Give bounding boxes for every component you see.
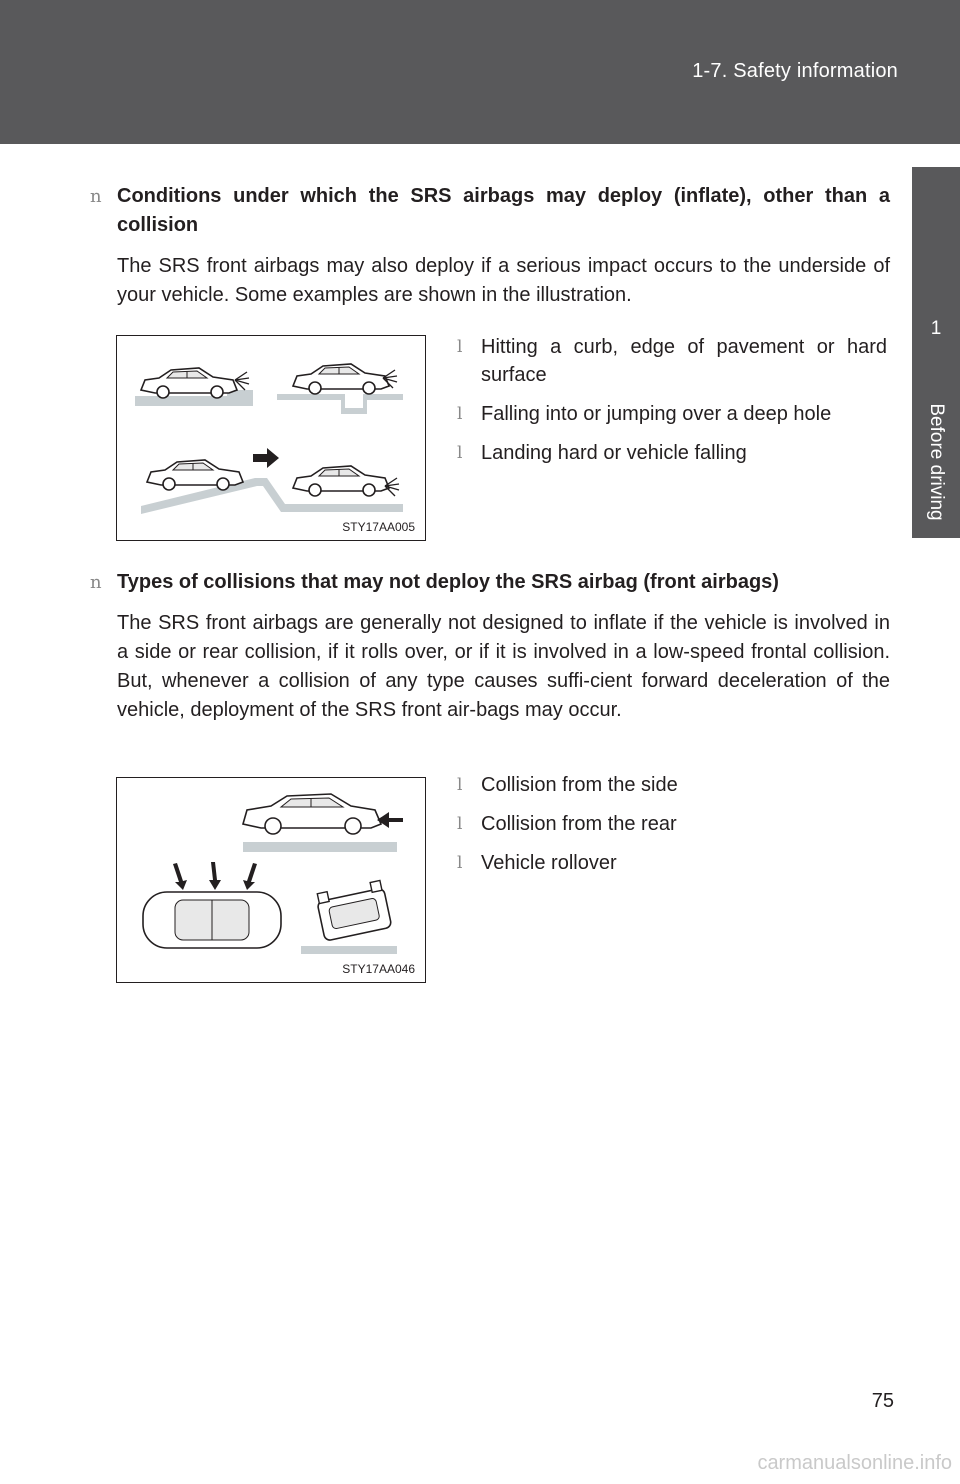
page-header — [0, 0, 960, 144]
heading-text: Types of collisions that may not deploy the SRS airbag (front airbags) — [117, 571, 779, 593]
collision-types-illustration — [117, 778, 427, 984]
list-item: l Hitting a curb, edge of pavement or hard surface — [457, 333, 887, 389]
illustration-collision-types — [116, 777, 426, 983]
section-deploy-conditions — [90, 182, 890, 310]
bullet: l — [457, 337, 463, 357]
list-item: l Falling into or jumping over a deep hole — [457, 400, 887, 428]
section-non-deploy-collisions — [90, 568, 890, 725]
figure-code: STY17AA005 — [342, 520, 415, 534]
figure-code: STY17AA046 — [342, 962, 415, 976]
non-deploy-examples-list — [457, 771, 887, 888]
bullet: l — [457, 443, 463, 463]
chapter-number: 1 — [930, 318, 942, 339]
list-item: l Collision from the side — [457, 771, 887, 799]
underside-impact-illustration — [117, 336, 427, 542]
bullet: l — [457, 853, 463, 873]
list-item: l Landing hard or vehicle falling — [457, 439, 887, 467]
list-item: l Collision from the rear — [457, 810, 887, 838]
heading-text: Conditions under which the SRS airbags may deploy (inflate), other than a collision — [117, 185, 890, 236]
list-item: l Vehicle rollover — [457, 849, 887, 877]
illustration-underside-impacts — [116, 335, 426, 541]
chapter-label: Before driving — [926, 403, 947, 521]
section-title: 1-7. Safety information — [692, 60, 898, 82]
bullet: l — [457, 814, 463, 834]
page-number: 75 — [871, 1390, 894, 1412]
section-heading — [90, 568, 890, 597]
section-body: The SRS front airbags are generally not designed to inflate if the vehicle is involved in a side or rear collision, if it rolls over, or if it is involved in a low-speed frontal collision. But, whenever a collision of any type causes suffi-cient forward deceleration of the vehicle, deployment of the SRS front air-bags may occur. — [117, 612, 890, 721]
deploy-examples-list — [457, 333, 887, 478]
heading-bullet: n — [90, 572, 102, 593]
watermark: carmanualsonline.info — [757, 1452, 952, 1474]
section-heading — [90, 182, 890, 240]
bullet: l — [457, 404, 463, 424]
heading-bullet: n — [90, 186, 102, 207]
bullet: l — [457, 775, 463, 795]
section-body: The SRS front airbags may also deploy if a serious impact occurs to the underside of your vehicle. Some examples are shown in the illustration. — [117, 255, 890, 306]
